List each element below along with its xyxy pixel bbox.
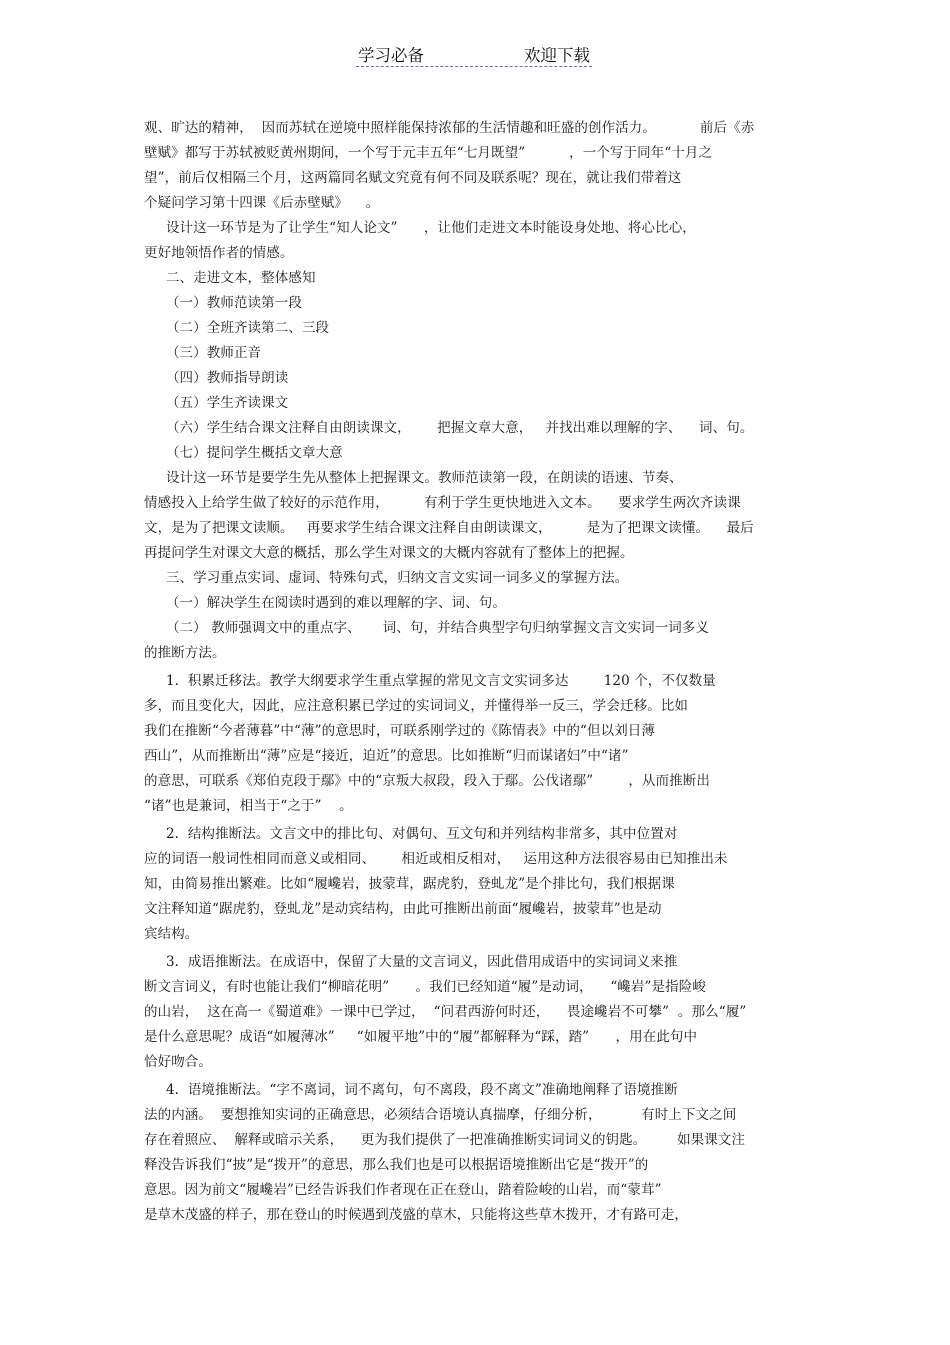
text-line: 情感投入上给学生做了较好的示范作用， 有利于学生更快地进入文本。 要求学生两次齐读课: [144, 495, 741, 511]
text-line: 是草木茂盛的样子，那在登山的时候遇到茂盛的草木，只能将这些草木拨开，才有路可走，: [144, 1207, 688, 1223]
text-line: 设计这一环节是为了让学生“知人论文” ，让他们走进文本时能设身处地、将心比心，: [144, 220, 696, 236]
text-line: 文，是为了把课文读顺。 再要求学生结合课文注释自由朗读课文， 是为了把课文读懂。 最后: [144, 520, 754, 536]
text-line: 2. 结构推断法。文言文中的排比句、对偶句、互文句和并列结构非常多，其中位置对: [144, 826, 678, 842]
text-line: 释没告诉我们“披”是“拨开”的意思，那么我们也是可以根据语境推断出它是“拨开”的: [144, 1157, 649, 1173]
text-line: 设计这一环节是要学生先从整体上把握课文。教师范读第一段，在朗读的语速、节奏、: [144, 470, 683, 486]
text-line: （二）全班齐读第二、三段: [144, 320, 330, 336]
text-line: 法的内涵。 要想推知实词的正确意思，必须结合语境认真揣摩，仔细分析， 有时上下文之间: [144, 1107, 737, 1123]
text-line: 更好地领悟作者的情感。: [144, 245, 294, 261]
text-line: 意思。因为前文“履巉岩”已经告诉我们作者现在正在登山，踏着险峻的山岩，而“蒙茸”: [144, 1182, 662, 1198]
text-line: （一）解决学生在阅读时遇到的难以理解的字、词、句。: [144, 595, 506, 611]
header-left-text: 学习必备: [358, 46, 424, 65]
text-line: 的意思，可联系《郑伯克段于鄢》中的“京叛大叔段，段入于鄢。公伐诸鄢” ，从而推断出: [144, 773, 710, 789]
header-right-text: 欢迎下载: [524, 46, 590, 65]
text-line: 观、旷达的精神， 因而苏轼在逆境中照样能保持浓郁的生活情趣和旺盛的创作活力。 前后《赤: [144, 120, 755, 136]
text-line: 西山”，从而推断出“薄”应是“接近，迫近”的意思。比如推断“归而谋诸妇”中“诸”: [144, 748, 629, 764]
text-line: 三、学习重点实词、虚词、特殊句式，归纳文言文实词一词多义的掌握方法。: [144, 570, 629, 586]
page-header: [356, 40, 592, 67]
text-line: 3. 成语推断法。在成语中，保留了大量的文言词义，因此借用成语中的实词词义来推: [144, 954, 678, 970]
text-line: “诸”也是兼词，相当于“之于” 。: [144, 798, 353, 814]
text-line: 宾结构。: [144, 926, 199, 942]
text-line: 多，而且变化大，因此，应注意积累已学过的实词词义，并懂得举一反三，学会迁移。比如: [144, 698, 688, 714]
text-line: 的推断方法。: [144, 645, 226, 661]
text-line: 知，由简易推出繁难。比如“履巉岩，披蒙茸，踞虎豹，登虬龙”是个排比句，我们根据课: [144, 876, 675, 892]
text-line: （四）教师指导朗读: [144, 370, 289, 386]
text-line: （七）提问学生概括文章大意: [144, 445, 343, 461]
text-line: （一）教师范读第一段: [144, 295, 302, 311]
text-line: （三）教师正音: [144, 345, 262, 361]
text-line: 的山岩， 这在高一《蜀道难》一课中已学过， “问君西游何时还， 畏途巉岩不可攀” 。那么“履”: [144, 1004, 747, 1020]
text-line: 二、走进文本，整体感知: [144, 270, 316, 286]
text-line: （六）学生结合课文注释自由朗读课文， 把握文章大意， 并找出难以理解的字、 词、句。: [144, 420, 754, 436]
text-line: 4. 语境推断法。“字不离词，词不离句，句不离段，段不离文”准确地阐释了语境推断: [144, 1082, 678, 1098]
text-line: 个疑问学习第十四课《后赤壁赋》 。: [144, 195, 380, 211]
text-line: 恰好吻合。: [144, 1054, 212, 1070]
text-line: 我们在推断“今者薄暮”中“薄”的意思时，可联系刚学过的《陈情表》中的“但以刘日薄: [144, 723, 656, 739]
text-line: 再提问学生对课文大意的概括，那么学生对课文的大概内容就有了整体上的把握。: [144, 545, 634, 561]
document-body: [144, 116, 808, 1228]
text-line: 存在着照应、 解释或暗示关系， 更为我们提供了一把准确推断实词词义的钥匙。 如果课文注: [144, 1132, 746, 1148]
text-line: （五）学生齐读课文: [144, 395, 289, 411]
text-line: 文注释知道“踞虎豹，登虬龙”是动宾结构，由此可推断出前面“履巉岩，披蒙茸”也是动: [144, 901, 662, 917]
text-line: 断文言词义，有时也能让我们“柳暗花明” 。我们已经知道“履”是动词， “巉岩”是指险峻: [144, 979, 706, 995]
text-line: （二） 教师强调文中的重点字、 词、句，并结合典型字句归纳掌握文言文实词一词多义: [144, 620, 710, 636]
text-line: 壁赋》都写于苏轼被贬黄州期间，一个写于元丰五年“七月既望” ，一个写于同年“十月之: [144, 145, 713, 161]
text-line: 应的词语一般词性相同而意义或相同、 相近或相反相对， 运用这种方法很容易由已知推出未: [144, 851, 728, 867]
text-line: 是什么意思呢？成语“如履薄冰” “如履平地”中的“履”都解释为“踩，踏” ，用在此句中: [144, 1029, 698, 1045]
text-line: 望”，前后仅相隔三个月，这两篇同名赋文究竟有何不同及联系呢？现在，就让我们带着这: [144, 170, 682, 186]
text-line: 1. 积累迁移法。教学大纲要求学生重点掌握的常见文言文实词多达 120 个，不仅数量: [144, 673, 716, 689]
